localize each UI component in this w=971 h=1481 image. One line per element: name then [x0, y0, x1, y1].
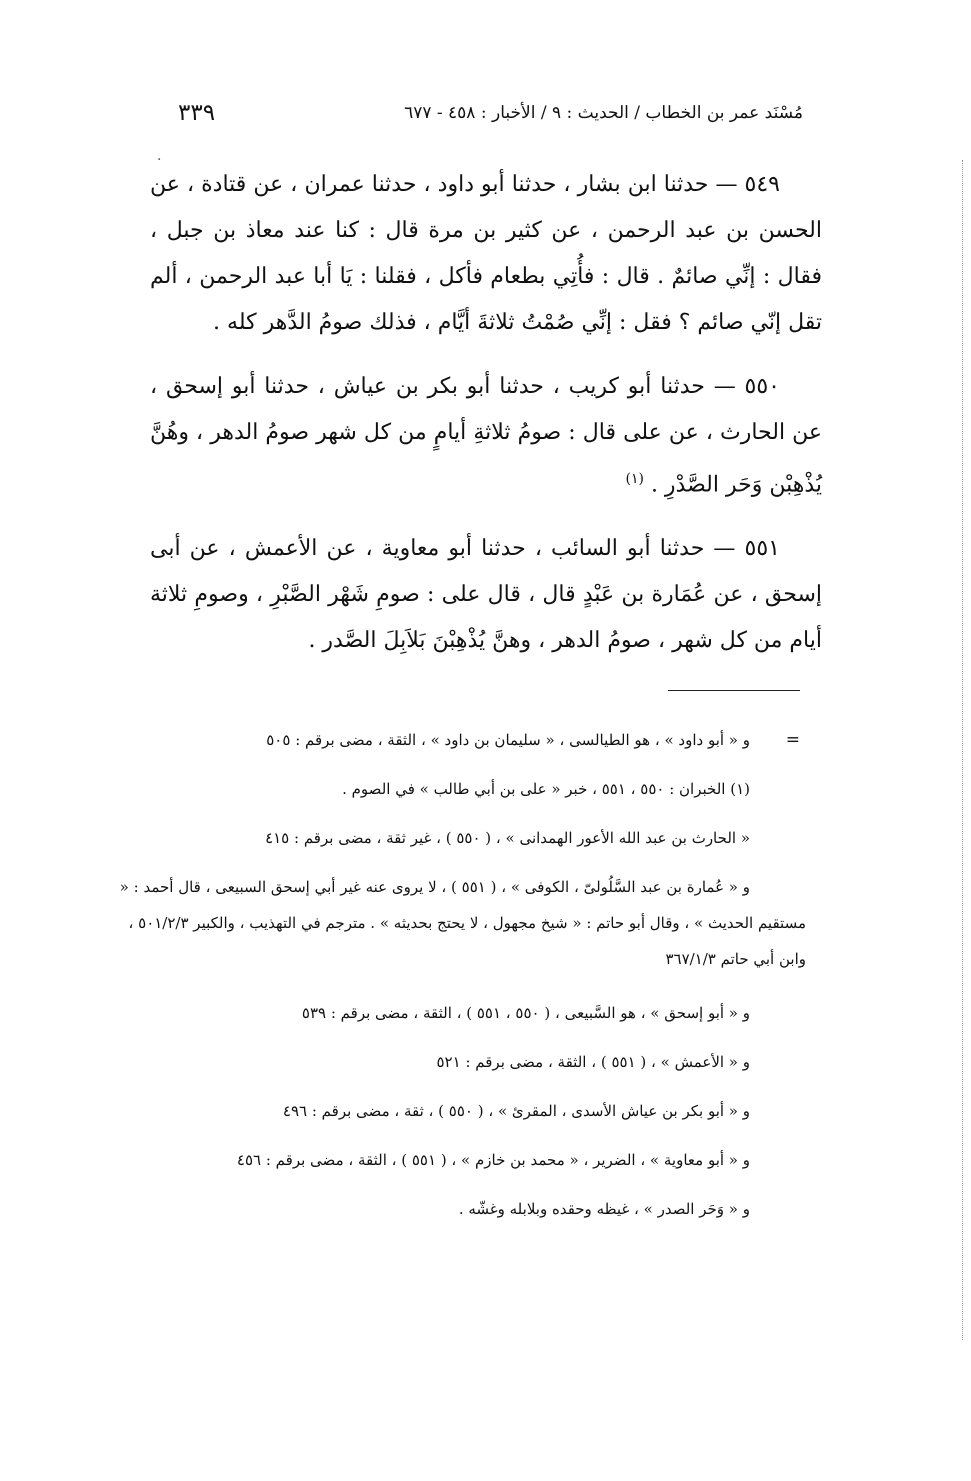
main-text	[150, 162, 822, 682]
footnote-1: (١) الخبران : ٥٥٠ ، ٥٥١ ، خبر « على بن أبي طالب » في الصوم .	[342, 780, 750, 798]
footnote-item: و « أبو إسحق » ، هو السَّبيعى ، ( ٥٥٠ ، ٥٥١ ) ، الثقة ، مضى برقم : ٥٣٩	[301, 1004, 750, 1022]
continuation-mark: =	[785, 730, 800, 750]
scan-edge-line	[961, 160, 963, 1340]
footnote-continuation: = و « أبو داود » ، هو الطيالسى ، « سليمان بن داود » ، الثقة ، مضى برقم : ٥٠٥	[112, 722, 806, 758]
footnote-item: و « أبو معاوية » ، الضرير ، « محمد بن خازم » ، ( ٥٥١ ) ، الثقة ، مضى برقم : ٤٥٦	[236, 1151, 750, 1169]
hadith-550: ٥٥٠ — حدثنا أبو كريب ، حدثنا أبو بكر بن عياش ، حدثنا أبو إسحق ، عن الحارث ، عن على قال : صومُ ثلاثةِ أيامٍ من كل شهر صومُ الدهر ، وهُنَّ يُذْهِبْن وَحَر الصَّدْرِ . $^{(١)}$	[150, 374, 822, 498]
footnote-item: و « أبو بكر بن عياش الأسدى ، المقرئ » ، ( ٥٥٠ ) ، ثقة ، مضى برقم : ٤٩٦	[282, 1102, 750, 1120]
running-header	[178, 96, 803, 130]
footnote-item: و « الأعمش » ، ( ٥٥١ ) ، الثقة ، مضى برقم : ٥٢١	[436, 1053, 750, 1071]
footnote-harith: « الحارث بن عبد الله الأعور الهمدانى » ، ( ٥٥٠ ) ، غير ثقة ، مضى برقم : ٤١٥	[265, 829, 750, 847]
header-title: مُسْنَد عمر بن الخطاب / الحديث : ٩ / الأخبار : ٤٥٨ - ٦٧٧	[404, 103, 803, 123]
footnote-reference: (١)	[625, 471, 644, 487]
footnotes	[112, 722, 806, 1240]
stray-mark: ·	[157, 152, 162, 168]
footnote-umara: و « عُمارة بن عبد السَّلُولىّ ، الكوفى » ، ( ٥٥١ ) ، لا يروى عنه غير أبي إسحق السبيعى ، قال أحمد : « مستقيم الحديث » ، وقال أبو حاتم : « شيخ مجهول ، لا يحتج بحديثه » . مترجم في التهذيب ، والكبير ٥٠١/٢/٣ ، وابن أبي حاتم ٣٦٧/١/٣	[119, 878, 806, 968]
page-number: ٣٣٩	[178, 100, 216, 126]
hadith-551: ٥٥١ — حدثنا أبو السائب ، حدثنا أبو معاوية ، عن الأعمش ، عن أبى إسحق ، عن عُمَارة بن عَبْدٍ قال ، قال على : صومِ شَهْر الصَّبْرِ ، وصومِ ثلاثة أيام من كل شهر ، صومُ الدهر ، وهنَّ يُذْهِبْنَ بَلاَبِلَ الصَّدر .	[150, 536, 822, 654]
hadith-549: ٥٤٩ — حدثنا ابن بشار ، حدثنا أبو داود ، حدثنا عمران ، عن قتادة ، عن الحسن بن عبد الرحمن ، عن كثير بن مرة قال : كنا عند معاذ بن جبل ، فقال : إنِّي صائمٌ . قال : فأُتِي بطعام فأكل ، فقلنا : يَا أبا عبد الرحمن ، ألم تقل إنّي صائم ؟ فقل : إنِّي صُمْتُ ثلاثةَ أيَّام ، فذلك صومُ الدَّهر كله .	[150, 172, 822, 335]
footnote-separator	[668, 690, 800, 691]
footnote-item: و « وَحَر الصدر » ، غيظه وحقده وبلابله وغشّه .	[458, 1200, 750, 1218]
